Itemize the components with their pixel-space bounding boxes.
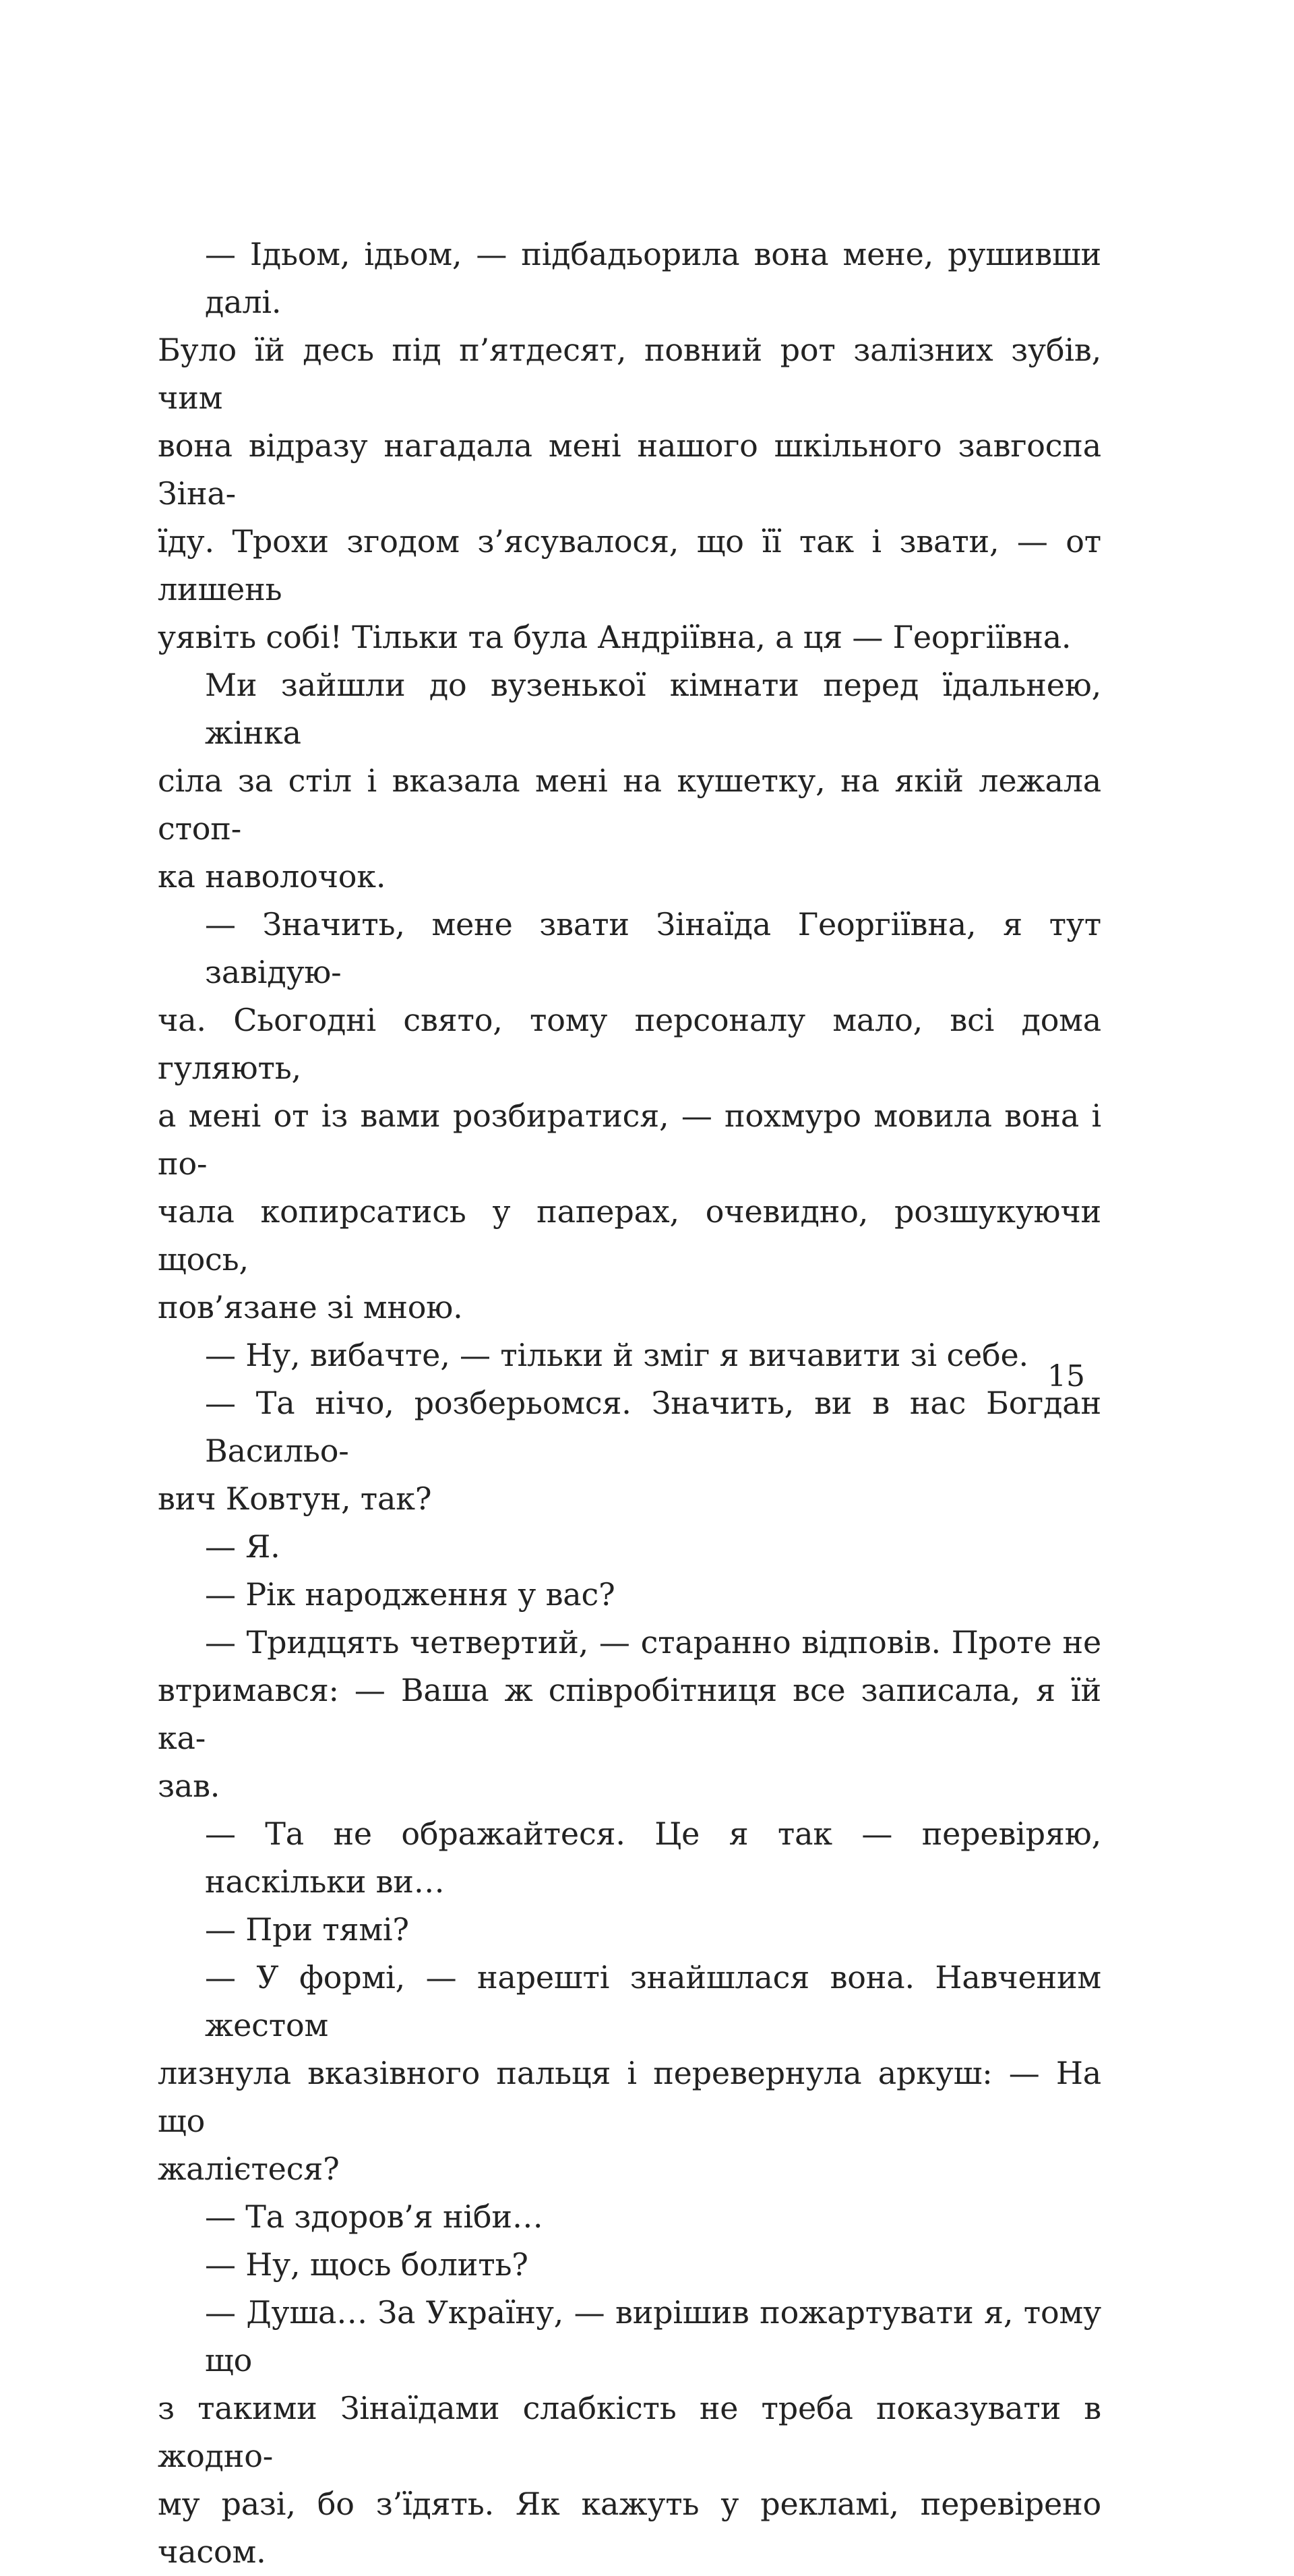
text-line: му разі, бо з’їдять. Як кажуть у рекламі, перевірено часом. xyxy=(158,2486,1101,2570)
text-line: їду. Трохи згодом з’ясувалося, що її так і звати, — от лишень xyxy=(158,523,1101,607)
text-line: лизнула вказівного пальця і перевернула аркуш: — На що xyxy=(158,2055,1101,2139)
text-line: а мені от із вами розбиратися, — похмуро мовила вона і по- xyxy=(158,1098,1101,1182)
paragraph xyxy=(158,1523,1101,1571)
text-line: — Ідьом, ідьом, — підбадьорила вона мене, рушивши далі. xyxy=(205,236,1101,320)
paragraph xyxy=(158,1331,1101,1379)
text-line: — Ну, щось болить? xyxy=(205,2246,528,2283)
paragraph xyxy=(158,2289,1101,2576)
text-line: ча. Сьогодні свято, тому персоналу мало, всі дома гуляють, xyxy=(158,1002,1101,1086)
text-line: — Ну, вибачте, — тільки й зміг я вичавити зі себе. xyxy=(205,1337,1028,1373)
paragraph xyxy=(158,1954,1101,2193)
paragraph xyxy=(158,901,1101,1331)
text-line: — Значить, мене звати Зінаїда Георгіївна, я тут завідую- xyxy=(205,906,1101,990)
paragraph xyxy=(158,1571,1101,1619)
text-line: — У формі, — нарешті знайшлася вона. Навченим жестом xyxy=(205,1959,1101,2043)
paragraph xyxy=(158,231,1101,661)
text-line: — При тямі? xyxy=(205,1911,409,1948)
paragraph xyxy=(158,1619,1101,1810)
text-line: чала копирсатись у паперах, очевидно, розшукуючи щось, xyxy=(158,1193,1101,1278)
text-line: ка наволочок. xyxy=(158,858,386,895)
text-line: — Тридцять четвертий, — старанно відповів. Проте не xyxy=(205,1624,1101,1660)
text-line: Було їй десь під п’ятдесят, повний рот залізних зубів, чим xyxy=(158,332,1101,416)
body-text xyxy=(158,231,1101,2576)
page-number: 15 xyxy=(1047,1359,1085,1394)
paragraph xyxy=(158,1810,1101,1906)
text-line: Ми зайшли до вузенької кімнати перед їдальнею, жінка xyxy=(205,667,1101,751)
text-line: уявіть собі! Тільки та була Андріївна, а ця — Георгіївна. xyxy=(158,619,1072,655)
text-line: — Я. xyxy=(205,1528,280,1565)
text-line: вич Ковтун, так? xyxy=(158,1480,432,1517)
paragraph xyxy=(158,1379,1101,1523)
text-line: — Та нічо, розберьомся. Значить, ви в нас Богдан Васильо- xyxy=(205,1385,1101,1469)
text-line: жалієтеся? xyxy=(158,2151,340,2187)
paragraph xyxy=(158,661,1101,901)
text-line: вона відразу нагадала мені нашого шкільного завгоспа Зіна- xyxy=(158,427,1101,512)
text-line: — Рік народження у вас? xyxy=(205,1576,615,1613)
paragraph xyxy=(158,2241,1101,2289)
text-line: — Та здоров’я ніби… xyxy=(205,2198,543,2235)
text-line: сіла за стіл і вказала мені на кушетку, на якій лежала стоп- xyxy=(158,762,1101,847)
text-line: — Душа… За Україну, — вирішив пожартувати я, тому що xyxy=(205,2294,1101,2378)
paragraph xyxy=(158,1906,1101,1954)
paragraph xyxy=(158,2193,1101,2241)
text-line: з такими Зінаїдами слабкість не треба показувати в жодно- xyxy=(158,2390,1101,2474)
text-line: — Та не ображайтеся. Це я так — перевіряю, наскільки ви… xyxy=(205,1816,1101,1900)
text-line: зав. xyxy=(158,1768,220,1804)
text-line: пов’язане зі мною. xyxy=(158,1289,463,1325)
text-line: втримався: — Ваша ж співробітниця все записала, я їй ка- xyxy=(158,1672,1101,1756)
